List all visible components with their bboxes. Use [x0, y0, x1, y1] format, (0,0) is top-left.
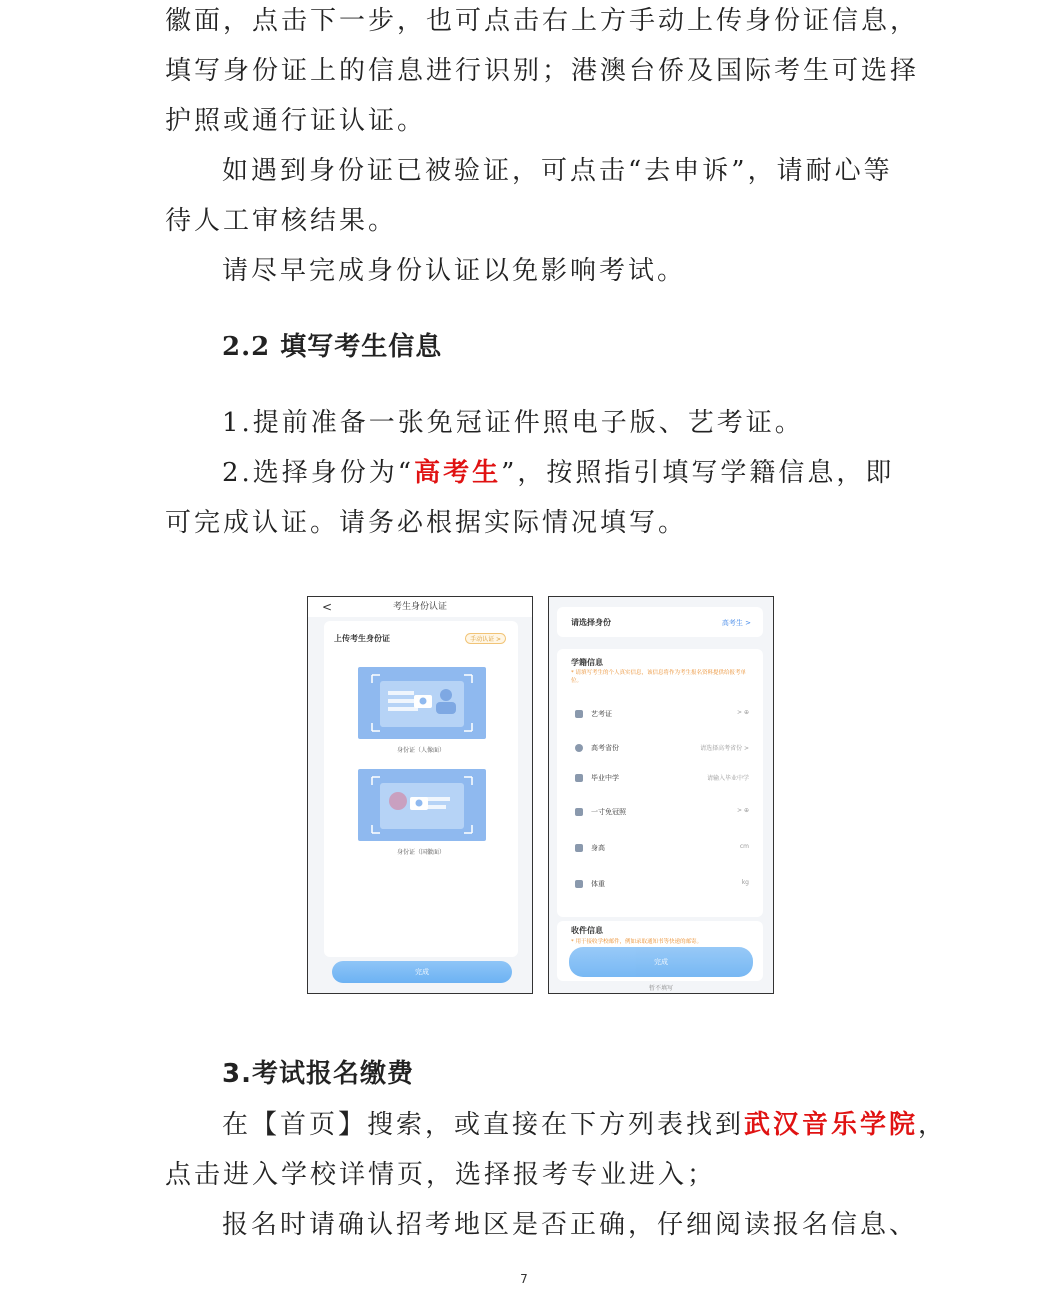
- shipping-title: 收件信息: [571, 926, 603, 935]
- para2-line2: 待人工审核结果。: [165, 206, 398, 236]
- row-label: 艺考证: [591, 710, 612, 718]
- row-label: 体重: [591, 880, 605, 888]
- item2-before: 2.选择身份为“: [222, 458, 415, 488]
- upload-section-title: 上传考生身份证: [334, 634, 390, 643]
- para4-after: ，: [918, 1110, 948, 1140]
- para2-line1: 如遇到身份证已被验证，可点击“去申诉”，请耐心等: [222, 156, 893, 186]
- para4-before: 在【首页】搜索，或直接在下方列表找到: [222, 1110, 745, 1140]
- row-label: 高考省份: [591, 744, 619, 752]
- row-label: 毕业中学: [591, 774, 619, 782]
- item2-after: ”，按照指引填写学籍信息，即: [501, 458, 895, 488]
- shipping-warning: * 用于接收学校邮件，例如录取通知书等快递的邮寄。: [571, 939, 703, 945]
- scale-icon: [575, 880, 583, 888]
- manual-auth-badge[interactable]: 手动认证 >: [465, 633, 506, 644]
- row-value: cm: [739, 843, 749, 850]
- identity-label: 请选择身份: [571, 618, 611, 627]
- row-label: 一寸免冠照: [591, 808, 626, 816]
- id-back-upload[interactable]: [358, 769, 486, 841]
- card-icon: [575, 710, 583, 718]
- identity-select-row[interactable]: [557, 607, 763, 637]
- item2-line2: 可完成认证。请务必根据实际情况填写。: [165, 508, 688, 538]
- para1-line1: 徽面，点击下一步，也可点击右上方手动上传身份证信息，: [165, 6, 920, 36]
- identity-value: 高考生 >: [721, 619, 751, 627]
- row-value: 请输入毕业中学: [706, 775, 749, 782]
- student-info-warning: * 请填写考生的个人真实信息，该信息将作为考生报名资料提供给报考单位。: [571, 670, 747, 684]
- para4-line1: [222, 1100, 982, 1150]
- form-row-school[interactable]: [575, 773, 749, 785]
- upload-card: [324, 621, 518, 957]
- phone1-title: 考生身份认证: [392, 602, 447, 612]
- row-value: kg: [741, 879, 749, 886]
- form-row-province[interactable]: [575, 743, 749, 755]
- id-back-label: 身份证（国徽面）: [396, 849, 445, 856]
- row-value: > ⊕: [737, 709, 749, 716]
- form-row-weight[interactable]: [575, 879, 749, 891]
- item1: 1.提前准备一张免冠证件照电子版、艺考证。: [222, 408, 804, 438]
- id-front-upload[interactable]: [358, 667, 486, 739]
- building-icon: [575, 774, 583, 782]
- photo-icon: [575, 808, 583, 816]
- page-number: 7: [520, 1272, 528, 1286]
- item2-line1: [222, 448, 982, 498]
- id-back-illustration: [358, 769, 486, 841]
- form-row-photo[interactable]: [575, 807, 749, 819]
- phone1-title-bar: [308, 597, 532, 617]
- student-info-card: [557, 649, 763, 917]
- student-info-title: 学籍信息: [571, 658, 603, 667]
- phone-screenshot-id-auth: [307, 596, 533, 994]
- heading-2-2: 2.2 填写考生信息: [222, 332, 443, 362]
- id-front-label: 身份证（人像面）: [396, 747, 445, 754]
- heading-3: 3.考试报名缴费: [222, 1059, 414, 1089]
- para5: 报名时请确认招考地区是否正确，仔细阅读报名信息、: [222, 1210, 919, 1240]
- para1-line3: 护照或通行证认证。: [165, 106, 427, 136]
- ruler-icon: [575, 844, 583, 852]
- back-icon[interactable]: <: [322, 600, 333, 614]
- item2-highlight: 高考生: [414, 458, 502, 488]
- skip-link[interactable]: 暂不填写: [648, 985, 673, 992]
- form-row-height[interactable]: [575, 843, 749, 855]
- para3: 请尽早完成身份认证以免影响考试。: [222, 256, 687, 286]
- id-front-illustration: [358, 667, 486, 739]
- row-value: 请选择高考省份 >: [700, 745, 749, 752]
- location-icon: [575, 744, 583, 752]
- phone-screenshot-student-info: [548, 596, 774, 994]
- complete-button[interactable]: 完成: [332, 961, 512, 983]
- complete-button[interactable]: 完成: [569, 947, 753, 977]
- para4-line2: 点击进入学校详情页，选择报考专业进入；: [165, 1160, 717, 1190]
- row-label: 身高: [591, 844, 605, 852]
- para1-line2: 填写身份证上的信息进行识别；港澳台侨及国际考生可选择: [165, 56, 920, 86]
- row-value: > ⊕: [737, 807, 749, 814]
- form-row-art-card[interactable]: [575, 709, 749, 721]
- para4-highlight: 武汉音乐学院: [744, 1110, 919, 1140]
